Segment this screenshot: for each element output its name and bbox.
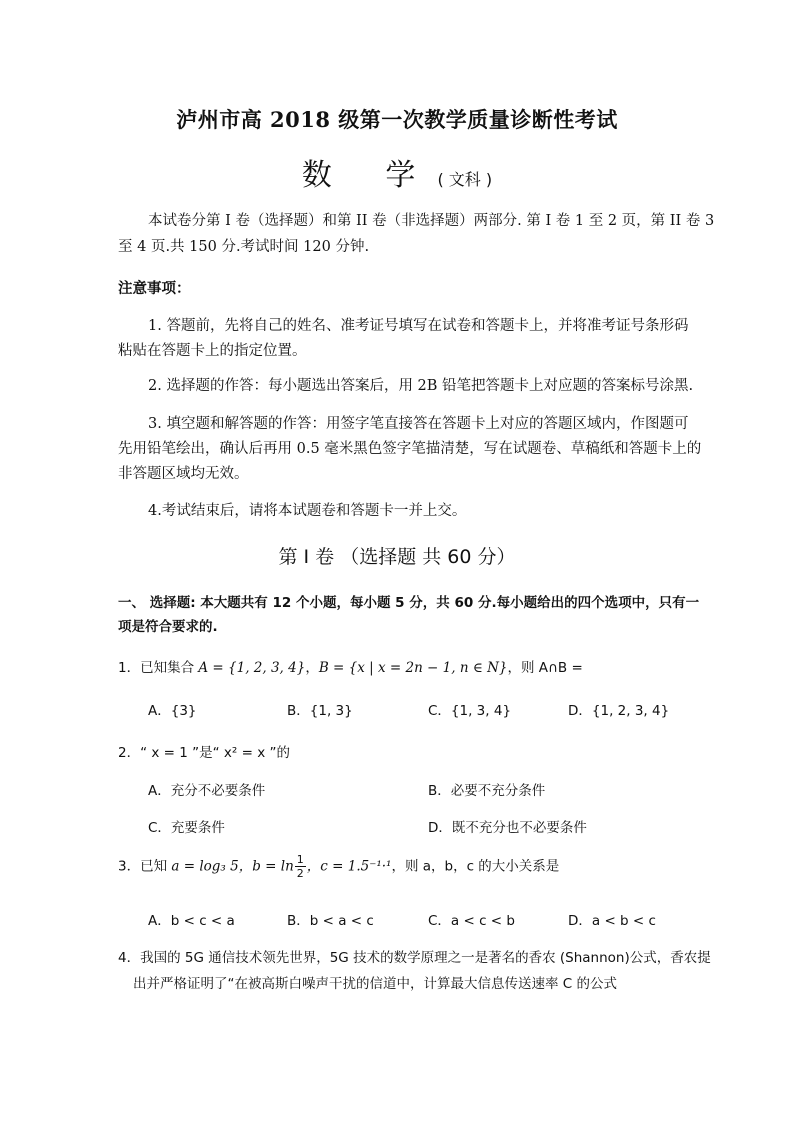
question-1-set-a: A = {1, 2, 3, 4} [198, 660, 306, 676]
notice-item-2: 2. 选择题的作答：每小题选出答案后，用 2B 铅笔把答题卡上对应题的答案标号涂黑. [148, 378, 694, 394]
question-3-option-b: B．b < a < c [287, 913, 374, 929]
question-3-option-d: D．a < b < c [568, 913, 656, 929]
question-4-line-1: 4．我国的 5G 通信技术领先世界，5G 技术的数学原理之一是著名的香农 (Shannon)公式，香农提 [118, 950, 711, 966]
question-1-option-a: A．{3} [148, 703, 197, 719]
section-1-instructions-line-2: 项是符合要求的. [118, 619, 218, 635]
question-2-option-b: B．必要不充分条件 [428, 783, 546, 799]
question-2-option-d: D．既不充分也不必要条件 [428, 820, 587, 836]
notice-item-3-line-3: 非答题区域均无效。 [118, 466, 249, 482]
intro-line-1: 本试卷分第 I 卷（选择题）和第 II 卷（非选择题）两部分. 第 I 卷 1 至 2 页，第 II 卷 3 [148, 213, 715, 229]
notice-heading: 注意事项： [118, 280, 191, 297]
question-3-c: ，c = 1.5⁻¹·¹ [306, 858, 392, 875]
intro-line-2: 至 4 页.共 150 分.考试时间 120 分钟. [118, 239, 370, 255]
question-3-fraction [295, 853, 306, 880]
notice-item-3-line-2: 先用铅笔绘出，确认后再用 0.5 毫米黑色签字笔描清楚，写在试题卷、草稿纸和答题卡上的 [118, 441, 702, 457]
question-3-a: a = log₃ 5 [171, 858, 239, 875]
question-3-option-c: C．a < c < b [428, 913, 515, 929]
question-1-separator: ， [305, 660, 319, 676]
subject-heading [0, 150, 794, 194]
notice-item-3-line-1: 3. 填空题和解答题的作答：用签字笔直接答在答题卡上对应的答题区域内，作图题可 [148, 416, 689, 432]
question-1-prefix: 1．已知集合 [118, 660, 199, 676]
question-1-stem [118, 656, 583, 676]
question-4-line-2: 出并严格证明了“在被高斯白噪声干扰的信道中，计算最大信息传送速率 C 的公式 [133, 976, 618, 992]
question-3-stem [118, 853, 559, 880]
notice-item-4: 4.考试结束后，请将本试题卷和答题卡一并上交。 [148, 503, 467, 519]
question-1-set-b: B = {x | x = 2n − 1, n ∈ N} [318, 660, 508, 676]
question-2-option-a: A．充分不必要条件 [148, 783, 266, 799]
question-3-b-prefix: ，b = ln [238, 858, 294, 875]
question-3-ask: ，则 a，b，c 的大小关系是 [391, 858, 560, 875]
section-1-title: 第 I 卷 （选择题 共 60 分） [278, 546, 516, 568]
notice-item-1-line-2: 粘贴在答题卡上的指定位置。 [118, 343, 307, 359]
question-1-ask: ，则 A∩B = [507, 660, 583, 676]
question-1-option-b: B．{1, 3} [287, 703, 353, 719]
question-2-option-c: C．充要条件 [148, 820, 225, 836]
section-1-instructions-line-1: 一、 选择题: 本大题共有 12 个小题，每小题 5 分，共 60 分.每小题给出的四个选项中，只有一 [118, 595, 700, 611]
question-3-fraction-denominator: 2 [296, 867, 304, 880]
question-1-option-c: C．{1, 3, 4} [428, 703, 512, 719]
question-3-prefix: 3．已知 [118, 858, 172, 875]
notice-item-1-line-1: 1. 答题前，先将自己的姓名、准考证号填写在试卷和答题卡上，并将准考证号条形码 [148, 318, 689, 334]
question-3-fraction-numerator: 1 [296, 853, 304, 866]
subject-note: ( 文科 ) [437, 170, 493, 189]
question-1-option-d: D．{1, 2, 3, 4} [568, 703, 670, 719]
question-2-stem: 2．“ x = 1 ”是“ x² = x ”的 [118, 745, 290, 761]
question-3-option-a: A．b < c < a [148, 913, 235, 929]
exam-title: 泸州市高 2018 级第一次教学质量诊断性考试 [176, 107, 618, 132]
subject-name: 数 学 [301, 158, 438, 193]
